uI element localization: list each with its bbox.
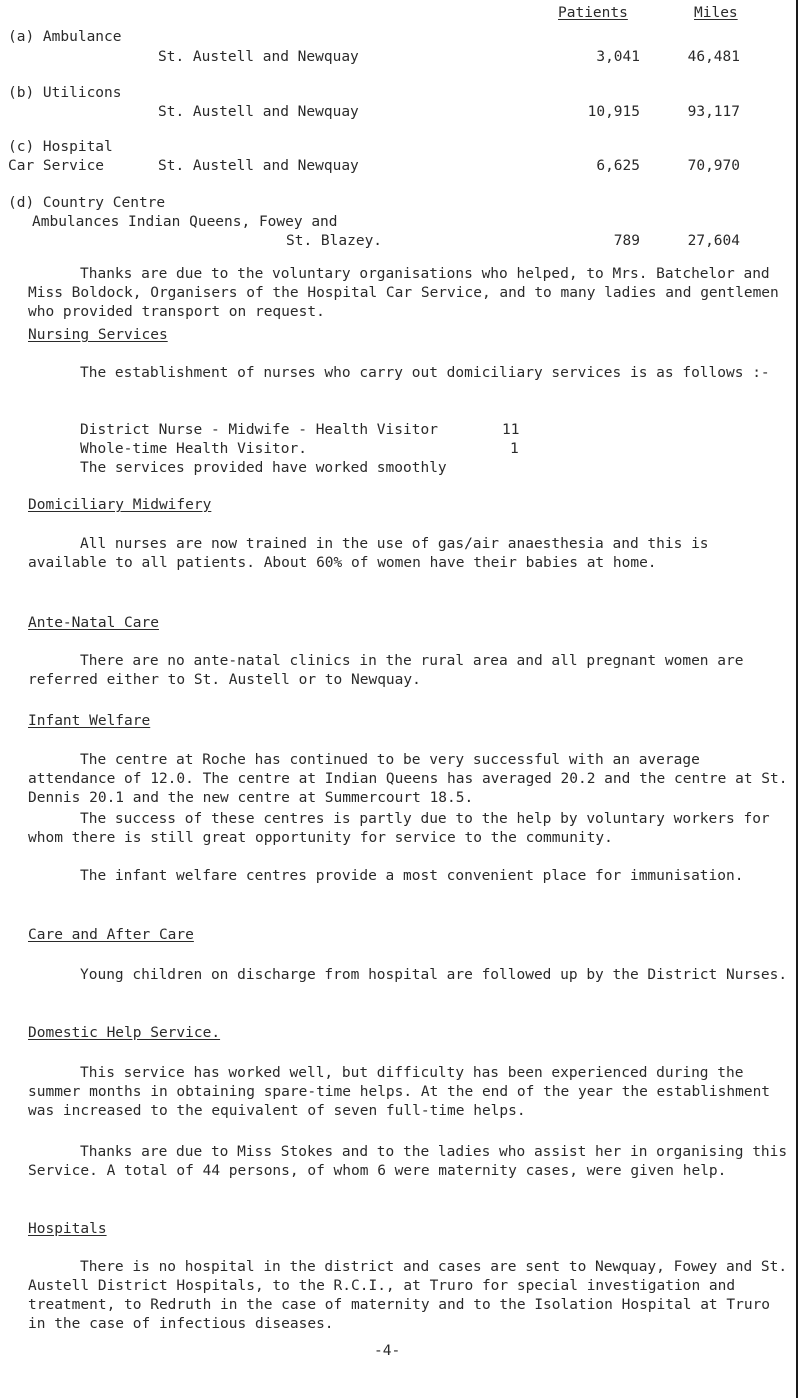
infant-paragraph-1: The centre at Roche has continued to be very successful with an average attendance of 12.0. The centre at Indian Queens has averaged 20.2 and the centre at St. Dennis 20.1 and the new centre at Summercourt 18.5. (28, 752, 788, 806)
row-label-line2: Ambulances (32, 214, 120, 230)
antenatal-text: There are no ante-natal clinics in the rural area and all pregnant women are referred either to St. Austell or to Newquay. (28, 653, 744, 688)
row-patients: 789 (613, 233, 640, 249)
nursing-item-label: Whole-time Health Visitor. (80, 441, 307, 457)
hospitals-heading: Hospitals (28, 1221, 107, 1237)
row-label: (b) Utilicons (8, 85, 122, 101)
midwifery-heading: Domiciliary Midwifery (28, 497, 212, 513)
row-miles: 27,604 (687, 233, 740, 249)
infant-heading: Infant Welfare (28, 713, 151, 729)
row-patients: 3,041 (596, 49, 640, 65)
row-patients: 10,915 (587, 104, 640, 120)
row-miles: 93,117 (687, 104, 740, 120)
row-label-line2: Car Service (8, 158, 105, 174)
patients-column-header: Patients (558, 5, 628, 21)
care-text: Young children on discharge from hospital are followed up by the District Nurses. (80, 967, 788, 983)
thanks-paragraph: Thanks are due to the voluntary organisations who helped, to Mrs. Batchelor and Miss Boldock, Organisers of the Hospital Car Service, and to many ladies and gentlemen who provided transport on request. (28, 266, 779, 320)
row-miles: 46,481 (687, 49, 740, 65)
care-heading: Care and After Care (28, 927, 194, 943)
page-number: -4- (374, 1343, 401, 1359)
row-area: St. Austell and Newquay (158, 49, 359, 65)
row-area-line2: St. Blazey. (286, 233, 383, 249)
nursing-intro: The establishment of nurses who carry out domiciliary services is as follows :- (80, 365, 770, 381)
row-label: (c) Hospital (8, 139, 113, 155)
hospitals-text: There is no hospital in the district and cases are sent to Newquay, Fowey and St. Austell District Hospitals, to the R.C.I., at Truro for special investigation and treatment, to Redruth in the case of maternity and to the Isolation Hospital at Truro in the case of infectious diseases. (28, 1259, 788, 1332)
row-patients: 6,625 (596, 158, 640, 174)
nursing-heading: Nursing Services (28, 327, 168, 343)
domestic-heading: Domestic Help Service. (28, 1025, 221, 1041)
row-area: St. Austell and Newquay (158, 104, 359, 120)
antenatal-heading: Ante-Natal Care (28, 615, 159, 631)
midwifery-text: All nurses are now trained in the use of gas/air anaesthesia and this is available to all patients. About 60% of women have their babies at home. (28, 536, 709, 571)
infant-paragraph-2: The success of these centres is partly due to the help by voluntary workers for whom there is still great opportunity for service to the community. (28, 811, 770, 846)
nursing-item-count: 1 (510, 441, 519, 457)
nursing-closing: The services provided have worked smoothly (80, 460, 447, 476)
row-area: St. Austell and Newquay (158, 158, 359, 174)
nursing-item-label: District Nurse - Midwife - Health Visitor (80, 422, 438, 438)
row-miles: 70,970 (687, 158, 740, 174)
row-label: (a) Ambulance (8, 29, 122, 45)
infant-paragraph-3: The infant welfare centres provide a most convenient place for immunisation. (80, 868, 744, 884)
row-label: (d) Country Centre (8, 195, 166, 211)
miles-column-header: Miles (694, 5, 738, 21)
nursing-item-count: 11 (502, 422, 520, 438)
row-area: Indian Queens, Fowey and (128, 214, 338, 230)
page-edge-line (796, 0, 798, 1398)
domestic-paragraph-1: This service has worked well, but difficulty has been experienced during the summer months in obtaining spare-time helps. At the end of the year the establishment was increased to the equivalent of seven full-time helps. (28, 1065, 771, 1119)
domestic-paragraph-2: Thanks are due to Miss Stokes and to the ladies who assist her in organising this Service. A total of 44 persons, of whom 6 were maternity cases, were given help. (28, 1144, 788, 1179)
